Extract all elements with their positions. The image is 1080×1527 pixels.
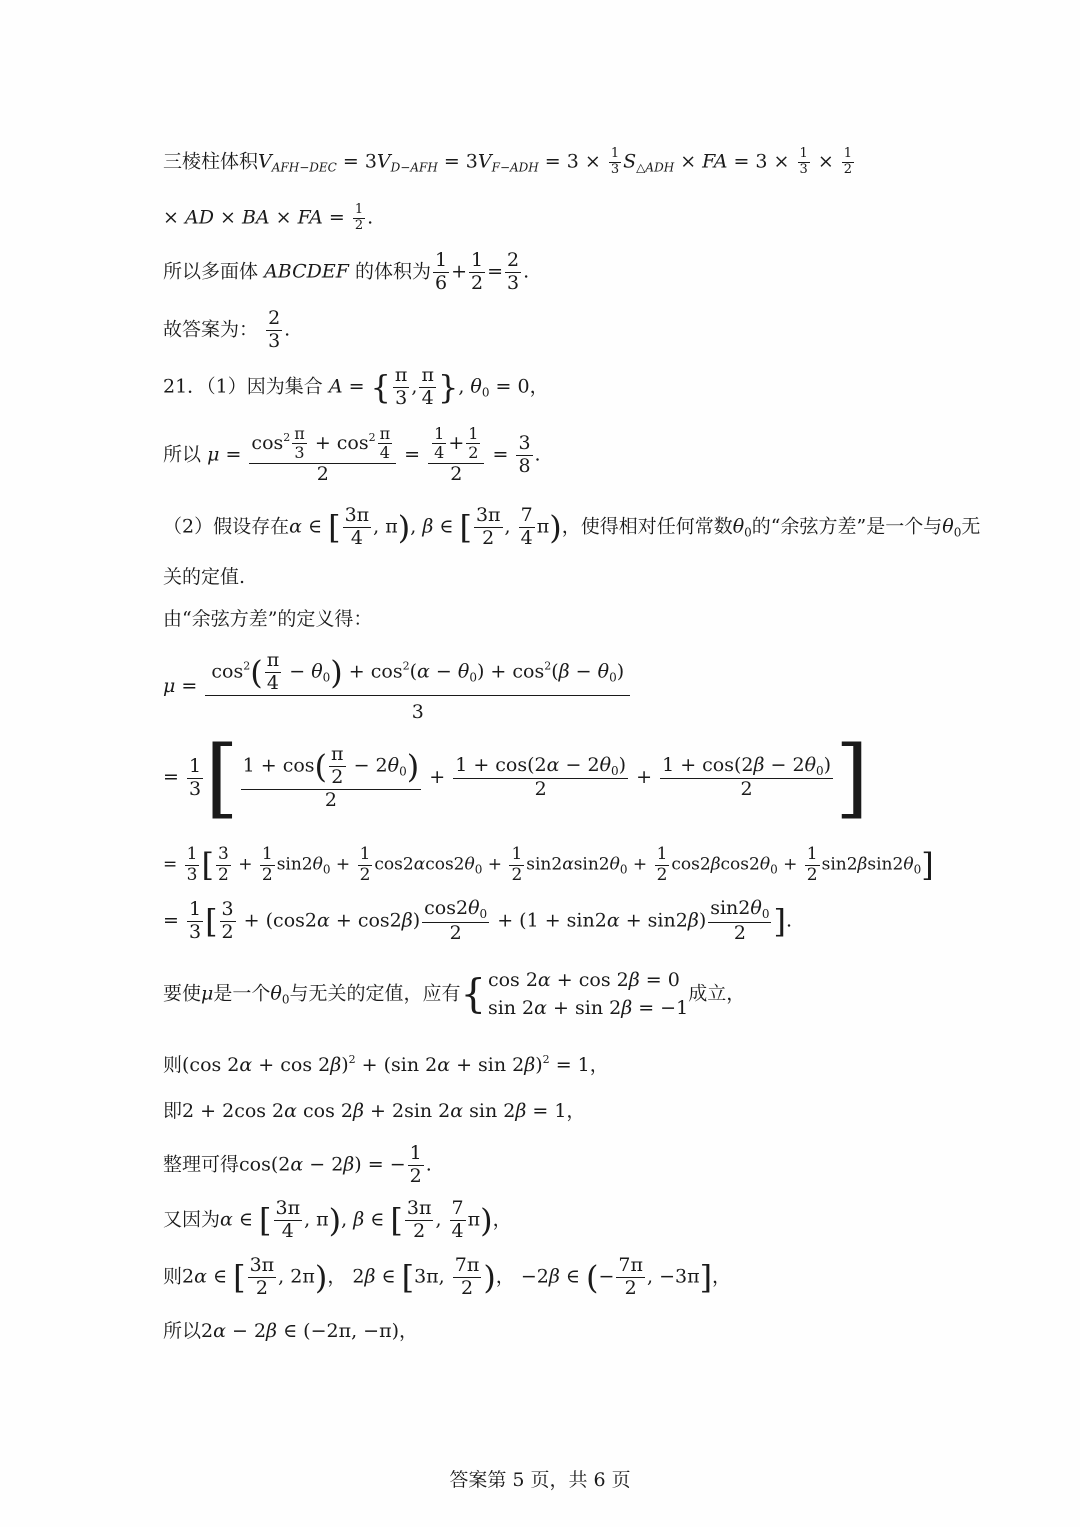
prism-volume-continued: × AD × BA × FA = $\frac{1}{2}$ . xyxy=(163,202,374,233)
mu-value-line: 所以 μ = $\cos^2$ $\frac{\pi}{3}$ + $\cos^2$ $\frac{\pi}{4}$ 2 = $\frac{1}{4}$ + $\frac{1}{2}$ 2 = $\frac{3}{8}$ . xyxy=(163,424,541,485)
text-segment: 的体积为 xyxy=(354,260,431,283)
text-segment: 的“余弦方差”是一个与 xyxy=(751,515,943,538)
mu-expansion-step3: = $\frac{1}{3}$ [ $\frac{3}{2}$ + (cos2α + cos2β) $\frac{\cos 2\theta_0}{2}$ + (1 + sin2α + sin2β) $\frac{\sin 2\theta_0}{2}$ ]. xyxy=(163,897,793,944)
answer-line: 故答案为： $\frac{2}{3}$ . xyxy=(163,307,291,352)
text-segment: 是一个 xyxy=(213,982,271,1005)
text-segment: 又因为 xyxy=(163,1208,221,1231)
page-footer: 答案第 5 页，共 6 页 xyxy=(449,1469,631,1491)
expanded-line: 即2 + 2cos 2α cos 2β + 2sin 2α sin 2β = 1， xyxy=(163,1100,586,1122)
text-segment: 即 xyxy=(163,1100,183,1122)
text-segment: ，使得相对任何常数 xyxy=(561,515,733,538)
prism-volume-line: 三棱柱体积$V_{AFH-DEC} = 3V_{D-AFH} = 3V_{F-ADH} = 3$ × $\frac{1}{3}$ $S_{\triangle ADH}$ × FA = 3 × $\frac{1}{3}$ × $\frac{1}{2}$ xyxy=(163,146,853,177)
text-segment: 则 xyxy=(163,1265,183,1288)
text-segment: 整理可得 xyxy=(163,1153,240,1176)
polyhedron-name: ABCDEF xyxy=(264,260,349,283)
mu-expansion-step2: = $\frac{1}{3}$ [ $\frac{3}{2}$ + $\frac{1}{2}$ $\sin 2\theta_0$ + $\frac{1}{2}$ $\cos 2\alpha\cos 2\theta_0$ + $\frac{1}{2}$ $\sin 2\alpha\sin 2\theta_0$ + $\frac{1}{2}$ $\cos 2\beta\cos 2\theta_0$ + $\frac{1}{2}$ $\sin 2\beta\sin 2\theta_0$] xyxy=(163,844,934,885)
text-segment: 成立， xyxy=(688,982,746,1005)
squared-sum-line: 则(cos 2α + cos 2β)$^2$ + (sin 2α + sin 2β)$^2$ = 1， xyxy=(163,1053,609,1076)
condition-system-line: 要使μ是一个$\theta_0$与无关的定值，应有{ cos 2α + cos 2β = 0 sin 2α + sin 2β = −1 成立， xyxy=(163,969,746,1019)
text-segment: 与无关的定值，应有 xyxy=(289,982,461,1005)
q21-part2-line: （2）假设存在α ∈ [ $\frac{3\pi}{4}$ , π), β ∈ [ $\frac{3\pi}{2}$ , $\frac{7}{4}$ π)，使得相对任何常数$\theta_0$的“余弦方差”是一个与$\theta_0$无 xyxy=(163,504,981,549)
simplified-line: 整理可得cos(2α − 2β) = − $\frac{1}{2}$ . xyxy=(163,1142,432,1187)
text-segment: （2）假设存在 xyxy=(163,515,290,538)
text-segment: 21．（1）因为集合 xyxy=(163,375,323,398)
definition-line xyxy=(163,610,372,629)
text-segment: 则 xyxy=(163,1054,183,1076)
text-segment: 所以 xyxy=(163,1320,202,1342)
q21-part1-line: 21．（1）因为集合 A = { $\frac{\pi}{3}$ , $\frac{\pi}{4}$ }, $\theta_0 = 0$， xyxy=(163,364,549,409)
prism-volume-label: 三棱柱体积 xyxy=(163,150,259,173)
polyhedron-volume-line: 所以多面体 ABCDEF 的体积为 $\frac{1}{6}$ + $\frac{1}{2}$ = $\frac{2}{3}$ . xyxy=(163,249,530,294)
text-segment: 要使 xyxy=(163,982,202,1005)
text-segment: 由“余弦方差”的定义得： xyxy=(163,608,373,630)
text-segment: 所以多面体 xyxy=(163,260,259,283)
text-segment: 关的定值. xyxy=(163,566,246,588)
range-line: 又因为α ∈ [ $\frac{3\pi}{4}$ , π), β ∈ [ $\frac{3\pi}{2}$ , $\frac{7}{4}$ π)， xyxy=(163,1197,512,1242)
text-segment: 所以 xyxy=(163,443,202,466)
text-segment: 无 xyxy=(961,515,981,538)
mu-definition-formula: μ = $\cos^2$( $\frac{\pi}{4}$ − $\theta_0) + \cos^2(\alpha - \theta_0) + \cos^2(\beta - \theta_0)$ 3 xyxy=(163,650,632,724)
doubled-range-line: 则2α ∈ [ $\frac{3\pi}{2}$ , 2π)， 2β ∈ [3π, $\frac{7\pi}{2}$ )， −2β ∈ (− $\frac{7\pi}{2}$ , −3π]， xyxy=(163,1254,732,1299)
part2-continued xyxy=(163,568,245,587)
mu-expansion-step1: = $\frac{1}{3}$ [ 1 + cos( $\frac{\pi}{2}$ − $2\theta_0$) 2 + $\frac{1 + \cos(2\alpha - 2\theta_0)}{2}$ + $\frac{1 + \cos(2\beta - 2\theta_0)}{2}$ ] xyxy=(163,728,869,828)
text-segment: 故答案为： xyxy=(163,318,259,341)
difference-range-line: 所以2α − 2β ∈ (−2π, −π)， xyxy=(163,1320,418,1342)
